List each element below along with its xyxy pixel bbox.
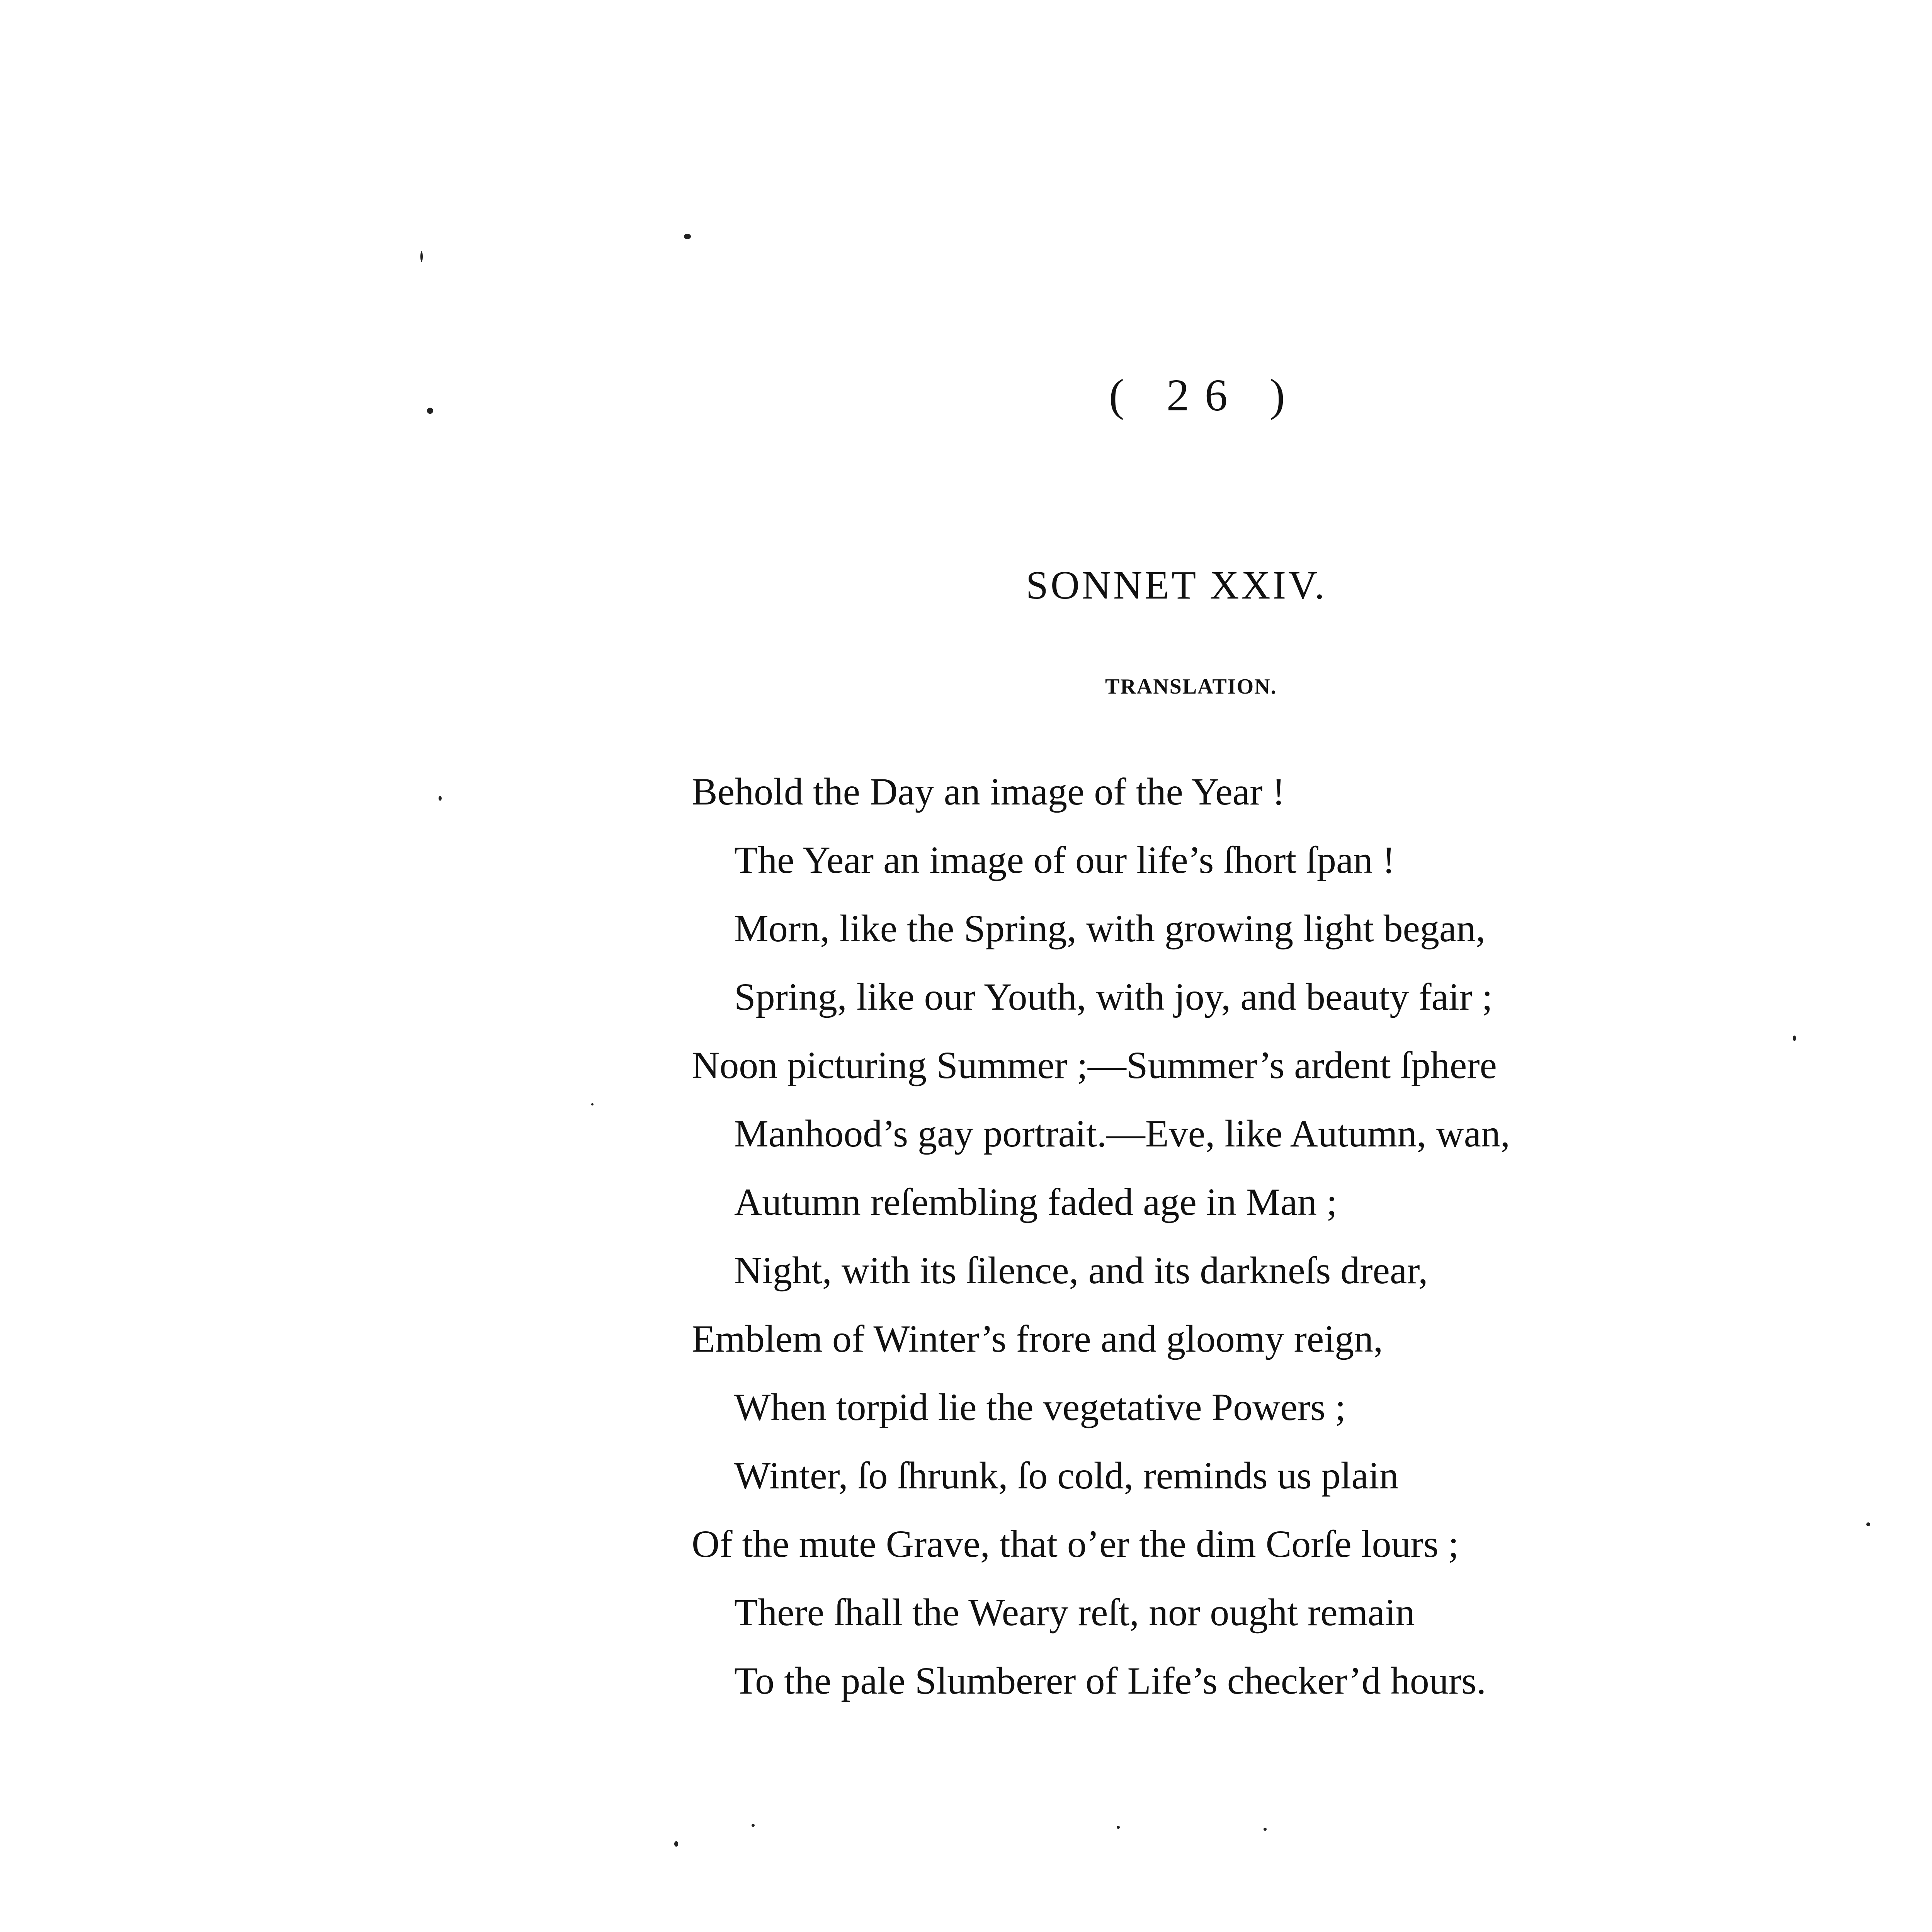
sonnet-title: SONNET XXIV. bbox=[1026, 563, 1327, 607]
paper-speck bbox=[427, 408, 433, 414]
poem-line: Manhood’s gay portrait.—Eve, like Autumn, wan, bbox=[734, 1112, 1510, 1155]
paper-speck bbox=[1866, 1522, 1870, 1526]
paper-speck bbox=[1264, 1828, 1267, 1831]
poem-line: Autumn reſembling faded age in Man ; bbox=[734, 1180, 1337, 1223]
paper-speck bbox=[752, 1824, 755, 1827]
poem-body bbox=[692, 757, 1510, 1715]
poem-line: There ſhall the Weary reſt, nor ought remain bbox=[734, 1591, 1415, 1634]
paper-speck bbox=[420, 251, 423, 262]
poem-line: Of the mute Grave, that o’er the dim Corſe lours ; bbox=[692, 1522, 1459, 1565]
poem-line: When torpid lie the vegetative Powers ; bbox=[734, 1386, 1346, 1429]
poem-line: Morn, like the Spring, with growing light began, bbox=[734, 907, 1486, 950]
poem-line: Night, with its ſilence, and its darkneſs drear, bbox=[734, 1249, 1428, 1292]
paper-speck bbox=[1793, 1036, 1796, 1041]
paper-speck bbox=[591, 1103, 594, 1105]
page-number: ( 26 ) bbox=[1109, 370, 1301, 420]
poem-line: Spring, like our Youth, with joy, and beauty fair ; bbox=[734, 975, 1493, 1018]
poem-line: Emblem of Winter’s frore and gloomy reign, bbox=[692, 1317, 1383, 1360]
poem-line: The Year an image of our life’s ſhort ſpan ! bbox=[734, 838, 1395, 881]
sonnet-subtitle: TRANSLATION. bbox=[1105, 675, 1277, 699]
paper-speck bbox=[1117, 1826, 1120, 1829]
poem-line: To the pale Slumberer of Life’s checker’d hours. bbox=[734, 1659, 1486, 1702]
paper-speck bbox=[439, 796, 442, 801]
poem-line: Winter, ſo ſhrunk, ſo cold, reminds us plain bbox=[734, 1454, 1399, 1497]
poem-line: Noon picturing Summer ;—Summer’s ardent ſphere bbox=[692, 1044, 1497, 1087]
paper-speck bbox=[684, 234, 691, 239]
poem-line: Behold the Day an image of the Year ! bbox=[692, 770, 1285, 813]
paper-speck bbox=[674, 1841, 678, 1847]
